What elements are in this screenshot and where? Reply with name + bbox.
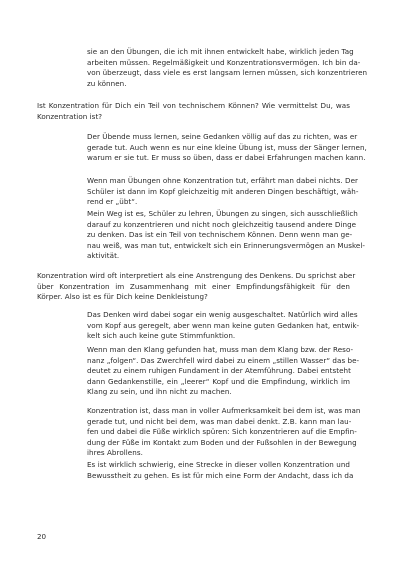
interview-answer [87,132,367,164]
text-line: von überzeugt, dass viele es erst langsam lernen müssen, sich konzentrieren [87,68,368,78]
interview-answer [87,176,359,208]
text-line: Es ist wirklich schwierig, eine Strecke in dieser vollen Konzentration und [87,460,350,469]
text-line: Der Übende muss lernen, seine Gedanken völlig auf das zu richten, was er [87,132,358,141]
text-line: arbeiten müssen. Regelmäßigkeit und Konzentrationsvermögen. Ich bin da- [87,57,361,67]
text-line: Das Denken wird dabei sogar ein wenig ausgeschaltet. Natürlich wird alles [87,310,358,319]
text-line: Klang zu sein, und ihn nicht zu machen. [87,387,232,397]
text-line: Wenn man Übungen ohne Konzentration tut, erfährt man dabei nichts. Der [87,176,359,185]
interview-answer [87,310,360,342]
text-line: dung der Füße im Kontakt zum Boden und der Fußsohlen in der Bewegung [87,437,357,447]
interview-answer [87,47,368,89]
interview-answer [87,209,365,262]
text-line: dann Gedankenstille, ein „leerer“ Kopf und die Empfindung, wirklich im [87,376,350,386]
text-line: Mein Weg ist es, Schüler zu lehren, Übungen zu singen, sich ausschließlich [87,209,358,218]
text-line: Wenn man den Klang gefunden hat, muss man dem Klang bzw. der Reso- [87,345,354,354]
interview-answer [87,345,360,398]
text-line: Bewusstheit zu gehen. Es ist für mich eine Form der Andacht, dass ich da [87,470,354,480]
text-line: gerade tut. Auch wenn es nur eine kleine Übung ist, muss der Sänger lernen, [87,142,367,152]
text-line: vom Kopf aus geregelt, aber wenn man keine guten Gedanken hat, entwik- [87,320,360,330]
interview-answer [87,406,361,459]
text-line: nau weiß, was man tut, entwickelt sich ein Erinnerungsvermögen an Muskel- [87,240,365,250]
text-line: über Konzentration im Zusammenhang mit einer Empfindungsfähigkeit für den [37,281,350,291]
text-line: warum er sie tut. Er muss so üben, dass er dabei Erfahrungen machen kann. [87,153,366,163]
interview-answer [87,460,354,481]
page-number: 20 [37,532,47,541]
text-line: darauf zu konzentrieren und nicht noch gleichzeitig tausend andere Dinge [87,219,357,229]
text-line: fen und dabei die Füße wirklich spüren: Sich konzentrieren auf die Empfin- [87,427,357,437]
text-line: Schüler ist dann im Kopf gleichzeitig mit anderen Dingen beschäftigt, wäh- [87,186,359,196]
text-line: aktivität. [87,251,120,261]
text-line: gerade tut, und nicht bei dem, was man dabei denkt. Z.B. kann man lau- [87,416,352,426]
interview-question [37,271,356,303]
text-line: sie an den Übungen, die ich mit ihnen entwickelt habe, wirklich jeden Tag [87,47,354,56]
text-line: nanz „folgen“. Das Zwerchfell wird dabei zu einem „stillen Wasser“ das be- [87,355,360,365]
text-line: Ist Konzentration für Dich ein Teil von technischem Können? Wie vermittelst Du, was [37,101,350,110]
interview-question [37,101,350,122]
text-line: kelt sich auch keine gute Stimmfunktion. [87,331,236,341]
text-line: deutet zu einem ruhigen Fundament in der Atemführung. Dabei entsteht [87,366,351,376]
text-line: Konzentration ist, dass man in voller Aufmerksamkeit bei dem ist, was man [87,406,361,415]
text-line: Körper. Also ist es für Dich keine Denkleistung? [37,292,208,302]
text-line: Konzentration ist? [37,111,103,121]
text-line: zu können. [87,78,127,88]
text-line: ihres Abrollens. [87,448,143,458]
text-line: Konzentration wird oft interpretiert als eine Anstrengung des Denkens. Du sprichst aber [37,271,356,280]
text-line: zu denken. Das ist ein Teil von technischem Können. Denn wenn man ge- [87,230,353,240]
text-line: rend er „übt“. [87,197,138,207]
